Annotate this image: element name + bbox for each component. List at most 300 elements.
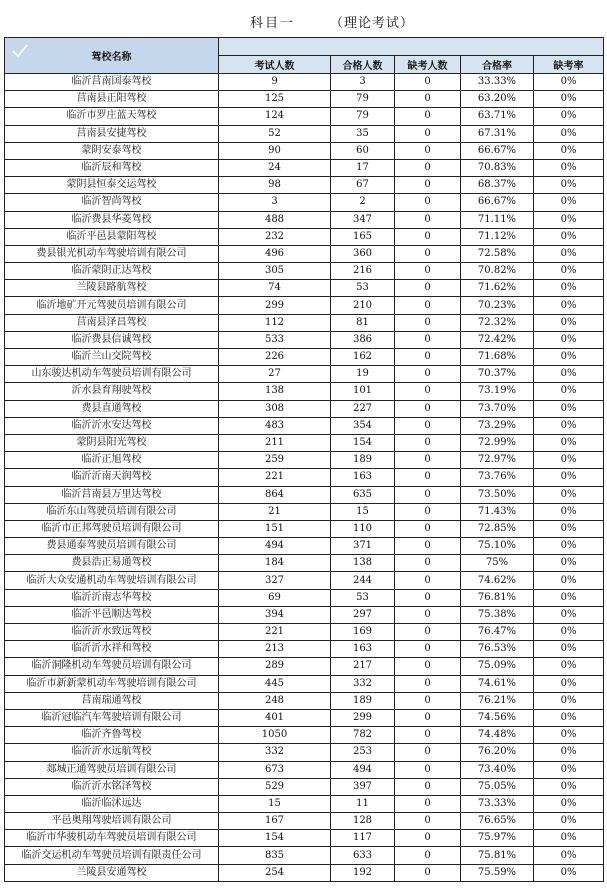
- cell-pass-rate: 70.83%: [461, 159, 534, 176]
- cell-pass-count: 635: [331, 486, 395, 503]
- table-row: [5, 74, 604, 91]
- cell-absent-count: 0: [395, 727, 461, 744]
- cell-pass-rate: 63.20%: [461, 91, 534, 108]
- column-header-name-label: 驾校名称: [91, 52, 132, 63]
- cell-exam-count: 3: [219, 194, 331, 211]
- cell-school-name: 临沂市罗庄蓝天驾校: [5, 108, 219, 125]
- cell-exam-count: 673: [219, 761, 331, 778]
- cell-pass-rate: 68.37%: [461, 177, 534, 194]
- table-row: [5, 692, 604, 709]
- cell-absent-rate: 0%: [534, 297, 604, 314]
- cell-absent-count: 0: [395, 263, 461, 280]
- table-row: [5, 452, 604, 469]
- cell-absent-rate: 0%: [534, 194, 604, 211]
- cell-school-name: 郯城正通驾驶员培训有限公司: [5, 761, 219, 778]
- cell-absent-rate: 0%: [534, 400, 604, 417]
- cell-absent-count: 0: [395, 813, 461, 830]
- cell-school-name: 临沂辰和驾校: [5, 159, 219, 176]
- cell-pass-count: 163: [331, 469, 395, 486]
- table-row: [5, 675, 604, 692]
- table-row: [5, 194, 604, 211]
- table-body: [5, 74, 604, 882]
- cell-absent-rate: 0%: [534, 159, 604, 176]
- cell-absent-count: 0: [395, 692, 461, 709]
- cell-exam-count: 167: [219, 813, 331, 830]
- cell-absent-rate: 0%: [534, 434, 604, 451]
- cell-pass-rate: 73.19%: [461, 383, 534, 400]
- cell-absent-rate: 0%: [534, 538, 604, 555]
- cell-pass-rate: 72.42%: [461, 331, 534, 348]
- cell-absent-count: 0: [395, 675, 461, 692]
- cell-absent-rate: 0%: [534, 761, 604, 778]
- cell-pass-count: 128: [331, 813, 395, 830]
- cell-pass-rate: 75.10%: [461, 538, 534, 555]
- cell-absent-rate: 0%: [534, 658, 604, 675]
- cell-absent-rate: 0%: [534, 813, 604, 830]
- cell-absent-rate: 0%: [534, 744, 604, 761]
- cell-school-name: 临沂沂南志华驾校: [5, 589, 219, 606]
- cell-school-name: 临沂平邑顺达驾校: [5, 606, 219, 623]
- cell-exam-count: 327: [219, 572, 331, 589]
- cell-pass-rate: 71.43%: [461, 503, 534, 520]
- cell-absent-count: 0: [395, 658, 461, 675]
- cell-pass-count: 494: [331, 761, 395, 778]
- cell-absent-count: 0: [395, 486, 461, 503]
- cell-absent-rate: 0%: [534, 366, 604, 383]
- column-header-absent-rate[interactable]: 缺考率: [534, 56, 604, 74]
- cell-absent-count: 0: [395, 847, 461, 864]
- table-row: [5, 727, 604, 744]
- table-row: [5, 383, 604, 400]
- cell-pass-count: 169: [331, 624, 395, 641]
- table-row: [5, 331, 604, 348]
- cell-pass-count: 53: [331, 280, 395, 297]
- cell-exam-count: 864: [219, 486, 331, 503]
- cell-exam-count: 299: [219, 297, 331, 314]
- page-subtitle: （理论考试）: [330, 16, 415, 31]
- cell-exam-count: 24: [219, 159, 331, 176]
- cell-absent-count: 0: [395, 91, 461, 108]
- cell-absent-rate: 0%: [534, 520, 604, 537]
- cell-school-name: 费县浩正易通驾校: [5, 555, 219, 572]
- cell-pass-count: 371: [331, 538, 395, 555]
- cell-pass-rate: 67.31%: [461, 125, 534, 142]
- cell-absent-rate: 0%: [534, 727, 604, 744]
- cell-exam-count: 138: [219, 383, 331, 400]
- cell-school-name: 临沂莒南国泰驾校: [5, 74, 219, 91]
- cell-absent-count: 0: [395, 349, 461, 366]
- table-row: [5, 572, 604, 589]
- cell-pass-rate: 73.40%: [461, 761, 534, 778]
- cell-absent-count: 0: [395, 142, 461, 159]
- cell-absent-rate: 0%: [534, 452, 604, 469]
- cell-exam-count: 27: [219, 366, 331, 383]
- cell-absent-count: 0: [395, 159, 461, 176]
- cell-exam-count: 529: [219, 778, 331, 795]
- cell-pass-rate: 75.59%: [461, 864, 534, 881]
- cell-exam-count: 69: [219, 589, 331, 606]
- cell-pass-rate: 73.76%: [461, 469, 534, 486]
- check-icon: [11, 42, 29, 60]
- table-row: [5, 314, 604, 331]
- cell-pass-count: 3: [331, 74, 395, 91]
- table-row: [5, 91, 604, 108]
- cell-school-name: 平邑奥翔驾驶培训有限公司: [5, 813, 219, 830]
- results-table: [4, 37, 604, 882]
- cell-pass-count: 35: [331, 125, 395, 142]
- cell-absent-rate: 0%: [534, 555, 604, 572]
- cell-absent-count: 0: [395, 761, 461, 778]
- table-row: [5, 245, 604, 262]
- cell-absent-rate: 0%: [534, 349, 604, 366]
- cell-exam-count: 533: [219, 331, 331, 348]
- cell-exam-count: 52: [219, 125, 331, 142]
- cell-school-name: 临沂临沭远达: [5, 795, 219, 812]
- cell-pass-rate: 74.61%: [461, 675, 534, 692]
- cell-school-name: 临沂交运机动车驾驶员培训有限责任公司: [5, 847, 219, 864]
- cell-exam-count: 9: [219, 74, 331, 91]
- cell-exam-count: 394: [219, 606, 331, 623]
- cell-pass-rate: 76.47%: [461, 624, 534, 641]
- cell-absent-rate: 0%: [534, 417, 604, 434]
- cell-school-name: 临沂兰山交院驾校: [5, 349, 219, 366]
- cell-pass-rate: 33.33%: [461, 74, 534, 91]
- cell-pass-count: 138: [331, 555, 395, 572]
- cell-pass-rate: 72.32%: [461, 314, 534, 331]
- cell-absent-count: 0: [395, 314, 461, 331]
- cell-absent-rate: 0%: [534, 864, 604, 881]
- cell-absent-rate: 0%: [534, 142, 604, 159]
- cell-absent-count: 0: [395, 108, 461, 125]
- cell-exam-count: 401: [219, 709, 331, 726]
- cell-pass-count: 297: [331, 606, 395, 623]
- cell-absent-rate: 0%: [534, 177, 604, 194]
- cell-exam-count: 308: [219, 400, 331, 417]
- cell-pass-count: 782: [331, 727, 395, 744]
- cell-exam-count: 21: [219, 503, 331, 520]
- cell-pass-count: 386: [331, 331, 395, 348]
- cell-absent-count: 0: [395, 606, 461, 623]
- cell-absent-count: 0: [395, 830, 461, 847]
- cell-absent-rate: 0%: [534, 91, 604, 108]
- table-row: [5, 469, 604, 486]
- table-row: [5, 417, 604, 434]
- table-row: [5, 177, 604, 194]
- column-header-absent[interactable]: 缺考人数: [395, 56, 461, 74]
- cell-pass-count: 79: [331, 91, 395, 108]
- cell-pass-count: 354: [331, 417, 395, 434]
- cell-absent-count: 0: [395, 864, 461, 881]
- cell-absent-rate: 0%: [534, 211, 604, 228]
- cell-pass-rate: 73.33%: [461, 795, 534, 812]
- cell-pass-count: 15: [331, 503, 395, 520]
- cell-absent-count: 0: [395, 74, 461, 91]
- cell-school-name: 临沂市正邦驾驶员培训有限公司: [5, 520, 219, 537]
- cell-absent-rate: 0%: [534, 383, 604, 400]
- cell-absent-count: 0: [395, 795, 461, 812]
- cell-pass-rate: 66.67%: [461, 142, 534, 159]
- cell-absent-count: 0: [395, 572, 461, 589]
- cell-exam-count: 254: [219, 864, 331, 881]
- cell-pass-count: 60: [331, 142, 395, 159]
- cell-exam-count: 112: [219, 314, 331, 331]
- cell-school-name: 临沂平邑县蒙阳驾校: [5, 228, 219, 245]
- cell-absent-count: 0: [395, 366, 461, 383]
- cell-pass-rate: 71.11%: [461, 211, 534, 228]
- table-row: [5, 520, 604, 537]
- cell-pass-count: 227: [331, 400, 395, 417]
- cell-absent-count: 0: [395, 744, 461, 761]
- cell-pass-rate: 72.97%: [461, 452, 534, 469]
- cell-exam-count: 445: [219, 675, 331, 692]
- cell-exam-count: 835: [219, 847, 331, 864]
- cell-absent-count: 0: [395, 383, 461, 400]
- cell-exam-count: 483: [219, 417, 331, 434]
- cell-absent-rate: 0%: [534, 263, 604, 280]
- cell-pass-rate: 76.53%: [461, 641, 534, 658]
- table-row: [5, 830, 604, 847]
- cell-pass-count: 210: [331, 297, 395, 314]
- cell-school-name: 临沂沂南天润驾校: [5, 469, 219, 486]
- cell-school-name: 临沂大众安通机动车驾驶培训有限公司: [5, 572, 219, 589]
- cell-school-name: 临沂费县华菱驾校: [5, 211, 219, 228]
- cell-school-name: 临沂地矿开元驾驶员培训有限公司: [5, 297, 219, 314]
- table-row: [5, 709, 604, 726]
- cell-exam-count: 221: [219, 469, 331, 486]
- cell-exam-count: 221: [219, 624, 331, 641]
- cell-school-name: 蒙阴县恒泰交运驾校: [5, 177, 219, 194]
- cell-absent-count: 0: [395, 555, 461, 572]
- table-row: [5, 400, 604, 417]
- cell-exam-count: 332: [219, 744, 331, 761]
- table-row: [5, 125, 604, 142]
- cell-pass-rate: 75%: [461, 555, 534, 572]
- cell-school-name: 临沂智尚驾校: [5, 194, 219, 211]
- cell-exam-count: 232: [219, 228, 331, 245]
- cell-absent-rate: 0%: [534, 228, 604, 245]
- cell-absent-rate: 0%: [534, 486, 604, 503]
- cell-pass-rate: 74.48%: [461, 727, 534, 744]
- cell-absent-count: 0: [395, 641, 461, 658]
- cell-absent-rate: 0%: [534, 280, 604, 297]
- cell-pass-rate: 72.85%: [461, 520, 534, 537]
- cell-pass-count: 110: [331, 520, 395, 537]
- cell-exam-count: 154: [219, 830, 331, 847]
- column-header-exam[interactable]: 考试人数: [219, 56, 331, 74]
- cell-pass-count: 332: [331, 675, 395, 692]
- table-row: [5, 606, 604, 623]
- cell-absent-count: 0: [395, 778, 461, 795]
- cell-pass-rate: 71.62%: [461, 280, 534, 297]
- cell-school-name: 临沂冠临汽车驾驶培训有限公司: [5, 709, 219, 726]
- cell-pass-rate: 75.05%: [461, 778, 534, 795]
- cell-exam-count: 1050: [219, 727, 331, 744]
- table-row: [5, 658, 604, 675]
- cell-pass-count: 244: [331, 572, 395, 589]
- cell-exam-count: 90: [219, 142, 331, 159]
- table-row: [5, 761, 604, 778]
- cell-exam-count: 184: [219, 555, 331, 572]
- table-row: [5, 228, 604, 245]
- cell-school-name: 莒南瑞通驾校: [5, 692, 219, 709]
- cell-school-name: 兰陵县路航驾校: [5, 280, 219, 297]
- cell-absent-rate: 0%: [534, 795, 604, 812]
- cell-school-name: 山东骏达机动车驾驶员培训有限公司: [5, 366, 219, 383]
- column-header-pass-rate[interactable]: 合格率: [461, 56, 534, 74]
- cell-absent-count: 0: [395, 211, 461, 228]
- table-row: [5, 555, 604, 572]
- header-band-row: [5, 38, 604, 56]
- cell-school-name: 临沂正旭驾校: [5, 452, 219, 469]
- cell-pass-count: 192: [331, 864, 395, 881]
- cell-school-name: 临沂齐鲁驾校: [5, 727, 219, 744]
- cell-school-name: 兰陵县安通驾校: [5, 864, 219, 881]
- cell-school-name: 临沂洞隆机动车驾驶员培训有限公司: [5, 658, 219, 675]
- cell-exam-count: 124: [219, 108, 331, 125]
- cell-pass-count: 11: [331, 795, 395, 812]
- column-header-name[interactable]: [5, 38, 219, 74]
- column-header-pass[interactable]: 合格人数: [331, 56, 395, 74]
- cell-absent-rate: 0%: [534, 675, 604, 692]
- cell-absent-count: 0: [395, 245, 461, 262]
- cell-pass-count: 217: [331, 658, 395, 675]
- cell-absent-rate: 0%: [534, 641, 604, 658]
- cell-absent-count: 0: [395, 228, 461, 245]
- cell-exam-count: 125: [219, 91, 331, 108]
- cell-exam-count: 98: [219, 177, 331, 194]
- cell-school-name: 费县直通驾校: [5, 400, 219, 417]
- table-row: [5, 366, 604, 383]
- cell-school-name: 临沂费县信诚驾校: [5, 331, 219, 348]
- cell-exam-count: 305: [219, 263, 331, 280]
- cell-absent-rate: 0%: [534, 245, 604, 262]
- cell-exam-count: 15: [219, 795, 331, 812]
- cell-school-name: 临沂市华骏机动车驾驶员培训有限公司: [5, 830, 219, 847]
- cell-school-name: 临沂沂水铭泽驾校: [5, 778, 219, 795]
- cell-pass-rate: 72.99%: [461, 434, 534, 451]
- cell-absent-count: 0: [395, 589, 461, 606]
- cell-pass-rate: 75.38%: [461, 606, 534, 623]
- cell-absent-rate: 0%: [534, 331, 604, 348]
- cell-pass-rate: 74.62%: [461, 572, 534, 589]
- cell-pass-count: 67: [331, 177, 395, 194]
- cell-absent-rate: 0%: [534, 847, 604, 864]
- cell-pass-rate: 74.56%: [461, 709, 534, 726]
- table-row: [5, 503, 604, 520]
- cell-exam-count: 213: [219, 641, 331, 658]
- cell-exam-count: 494: [219, 538, 331, 555]
- cell-absent-rate: 0%: [534, 469, 604, 486]
- table-row: [5, 744, 604, 761]
- cell-absent-rate: 0%: [534, 709, 604, 726]
- cell-school-name: 莒南县正阳驾校: [5, 91, 219, 108]
- cell-pass-count: 17: [331, 159, 395, 176]
- cell-absent-rate: 0%: [534, 692, 604, 709]
- cell-pass-rate: 70.82%: [461, 263, 534, 280]
- cell-pass-count: 2: [331, 194, 395, 211]
- cell-pass-count: 397: [331, 778, 395, 795]
- cell-school-name: 莒南县安捷驾校: [5, 125, 219, 142]
- cell-school-name: 临沂市新新蒙机动车驾驶培训有限公司: [5, 675, 219, 692]
- table-row: [5, 159, 604, 176]
- cell-school-name: 费县通泰驾驶员培训有限公司: [5, 538, 219, 555]
- cell-absent-count: 0: [395, 280, 461, 297]
- cell-absent-rate: 0%: [534, 74, 604, 91]
- cell-pass-count: 347: [331, 211, 395, 228]
- cell-pass-count: 189: [331, 692, 395, 709]
- table-row: [5, 280, 604, 297]
- header-band: [219, 38, 604, 56]
- table-row: [5, 211, 604, 228]
- cell-pass-rate: 75.97%: [461, 830, 534, 847]
- cell-pass-rate: 76.81%: [461, 589, 534, 606]
- table-row: [5, 108, 604, 125]
- cell-school-name: 临沂莒南县万里达驾校: [5, 486, 219, 503]
- cell-pass-count: 633: [331, 847, 395, 864]
- cell-exam-count: 211: [219, 434, 331, 451]
- cell-absent-rate: 0%: [534, 778, 604, 795]
- cell-absent-count: 0: [395, 709, 461, 726]
- cell-pass-rate: 76.65%: [461, 813, 534, 830]
- cell-pass-rate: 63.71%: [461, 108, 534, 125]
- cell-school-name: 临沂沂水致远驾校: [5, 624, 219, 641]
- cell-absent-count: 0: [395, 125, 461, 142]
- cell-absent-count: 0: [395, 434, 461, 451]
- cell-pass-rate: 66.67%: [461, 194, 534, 211]
- cell-pass-count: 79: [331, 108, 395, 125]
- cell-exam-count: 496: [219, 245, 331, 262]
- cell-absent-count: 0: [395, 194, 461, 211]
- table-row: [5, 538, 604, 555]
- cell-pass-count: 360: [331, 245, 395, 262]
- table-row: [5, 813, 604, 830]
- cell-absent-count: 0: [395, 503, 461, 520]
- table-row: [5, 864, 604, 881]
- cell-exam-count: 289: [219, 658, 331, 675]
- table-row: [5, 142, 604, 159]
- cell-pass-rate: 73.70%: [461, 400, 534, 417]
- cell-exam-count: 226: [219, 349, 331, 366]
- cell-absent-count: 0: [395, 624, 461, 641]
- cell-exam-count: 259: [219, 452, 331, 469]
- cell-school-name: 临沂蒙阴正达驾校: [5, 263, 219, 280]
- table-row: [5, 434, 604, 451]
- cell-absent-count: 0: [395, 520, 461, 537]
- cell-pass-count: 53: [331, 589, 395, 606]
- table-row: [5, 641, 604, 658]
- cell-absent-count: 0: [395, 469, 461, 486]
- cell-pass-rate: 75.81%: [461, 847, 534, 864]
- table-row: [5, 847, 604, 864]
- cell-pass-rate: 73.29%: [461, 417, 534, 434]
- cell-pass-rate: 71.68%: [461, 349, 534, 366]
- cell-pass-count: 81: [331, 314, 395, 331]
- cell-exam-count: 151: [219, 520, 331, 537]
- cell-absent-rate: 0%: [534, 589, 604, 606]
- cell-pass-count: 19: [331, 366, 395, 383]
- cell-absent-rate: 0%: [534, 314, 604, 331]
- cell-pass-count: 162: [331, 349, 395, 366]
- cell-absent-count: 0: [395, 452, 461, 469]
- table-row: [5, 589, 604, 606]
- cell-pass-count: 163: [331, 641, 395, 658]
- cell-pass-count: 154: [331, 434, 395, 451]
- cell-pass-count: 165: [331, 228, 395, 245]
- cell-pass-count: 216: [331, 263, 395, 280]
- cell-absent-rate: 0%: [534, 125, 604, 142]
- cell-absent-count: 0: [395, 331, 461, 348]
- cell-pass-rate: 76.20%: [461, 744, 534, 761]
